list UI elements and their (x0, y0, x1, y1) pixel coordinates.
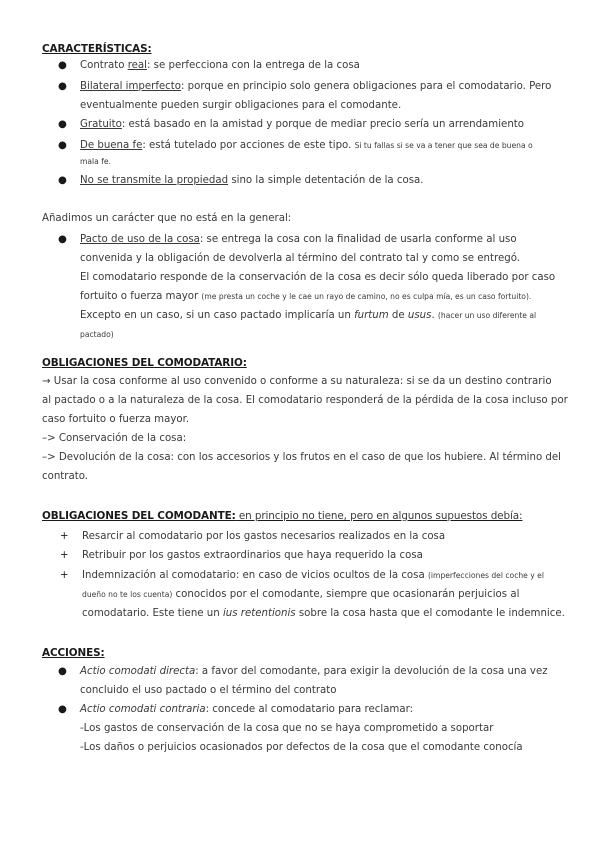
list-item: ● Gratuito: está basado en la amistad y porque de mediar precio sería un arrendamiento (58, 115, 558, 134)
list-item: + Retribuir por los gastos extraordinarios que haya requerido la cosa (60, 546, 560, 565)
bullet-dot-icon: ● (58, 666, 67, 677)
bullet-dot-icon: ● (58, 81, 67, 92)
bullet-dot-icon: ● (58, 234, 67, 245)
heading-obligaciones-comodante: OBLIGACIONES DEL COMODANTE: en principio no tiene, pero en algunos supuestos debía: (42, 510, 523, 522)
list-item: ● De buena fe: está tutelado por acciones de este tipo. Si tu fallas si se va a tener que sea de buena o mala fe. (58, 136, 558, 169)
list-item: ● No se transmite la propiedad sino la simple detentación de la cosa. (58, 171, 558, 190)
bullet-dot-icon: ● (58, 140, 67, 151)
list-item: + Indemnización al comodatario: en caso de vicios ocultos de la cosa (imperfecciones del coche y el dueño no te los cuenta) conocidos por el comodante, siempre que ocasionarán perjuicios al comodatario. Este tiene un ius retentionis sobre la cosa hasta que el comodante le indemnice. (60, 566, 560, 623)
bullet-dot-icon: ● (58, 119, 67, 130)
heading-obligaciones-comodatario: OBLIGACIONES DEL COMODATARIO: (42, 357, 247, 369)
bullet-plus-icon: + (60, 570, 69, 581)
bullet-dot-icon: ● (58, 704, 67, 715)
list-item: ● Bilateral imperfecto: porque en principio solo genera obligaciones para el comodatario. Pero eventualmente pueden surgir obligaciones para el comodante. (58, 77, 558, 115)
paragraph-obligaciones-comodatario: → Usar la cosa conforme al uso convenido o conforme a su naturaleza: si se da un destino contrario al pactado o a la naturaleza de la cosa. El comodatario responderá de la pérdida de la cosa incluso por caso fortuito o fuerza mayor. –> Conservación de la cosa: –> Devolución de la cosa: con los accesorios y los frutos en el caso de que los hubiere. Al término del contrato. (42, 376, 568, 482)
bullet-dot-icon: ● (58, 60, 67, 71)
bullet-dot-icon: ● (58, 175, 67, 186)
list-item: ● Contrato real: se perfecciona con la entrega de la cosa (58, 56, 558, 75)
bullet-plus-icon: + (60, 531, 69, 542)
list-item: ● Actio comodati contraria: concede al comodatario para reclamar: -Los gastos de conservación de la cosa que no se haya comprometido a soportar -Los daños o perjuicios ocasionados por defectos de la cosa que el comodante conocía (58, 700, 558, 757)
heading-caracteristicas-text: CARACTERÍSTICAS: (42, 43, 152, 55)
list-item: ● Actio comodati directa: a favor del comodante, para exigir la devolución de la cosa una vez concluido el uso pactado o el término del contrato (58, 662, 558, 700)
paragraph-intro: Añadimos un carácter que no está en la general: (42, 213, 292, 224)
bullet-plus-icon: + (60, 550, 69, 561)
list-item: + Resarcir al comodatario por los gastos necesarios realizados en la cosa (60, 527, 560, 546)
list-item: ● Pacto de uso de la cosa: se entrega la cosa con la finalidad de usarla conforme al uso convenida y la obligación de devolverla al término del contrato tal y como se entregó. El comodatario responde de la conservación de la cosa es decir sólo queda liberado por caso fortuito o fuerza mayor (me presta un coche y le cae un rayo de camino, no es culpa mía, es un caso fortuito). Excepto en un caso, si un caso pactado implicaría un furtum de usus. (hacer un uso diferente al pactado) (58, 230, 558, 344)
heading-acciones: ACCIONES: (42, 647, 105, 659)
